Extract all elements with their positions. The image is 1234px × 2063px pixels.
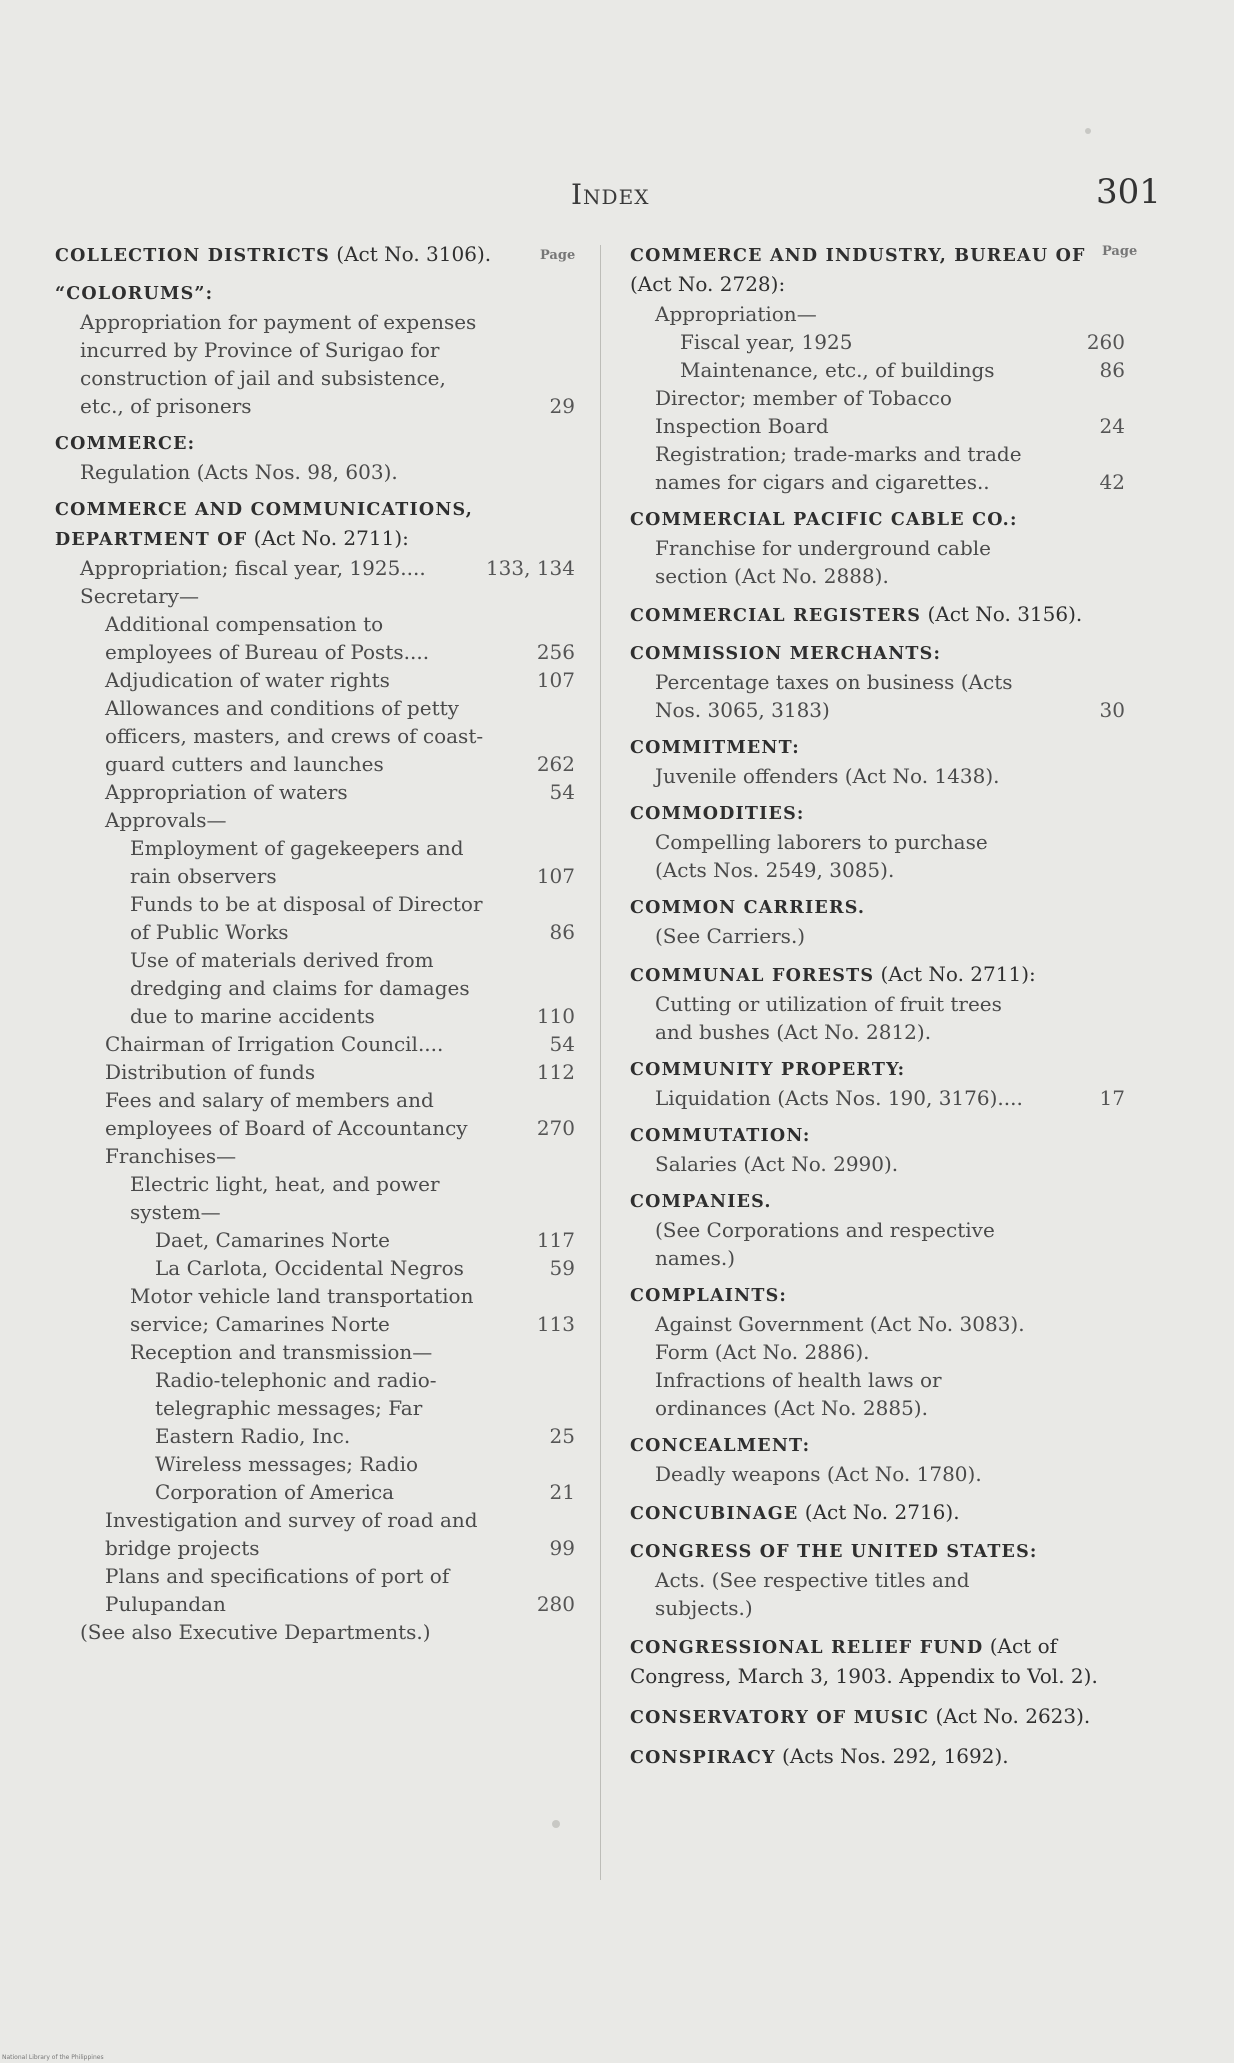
sub-entry (630, 356, 1125, 384)
entry-heading-text: COMMUNITY PROPERTY: (630, 1060, 906, 1080)
column-divider (600, 245, 601, 1880)
entry-heading-tail: (Act of Congress, March 3, 1903. Appendix to Vol. 2). (630, 1634, 1098, 1688)
page-reference: 29 (549, 394, 575, 418)
sub-entry (55, 666, 575, 694)
sub-entry (55, 1366, 575, 1450)
sub-entry (630, 1216, 1105, 1272)
sub-entry-text: Funds to be at disposal of Director of Public Works (130, 892, 483, 944)
index-entry (630, 894, 1105, 950)
entry-heading (630, 600, 1105, 630)
page-reference: 113 (536, 1312, 575, 1336)
page-number: 301 (1096, 172, 1161, 212)
entry-heading (630, 1538, 1105, 1566)
index-entry (630, 800, 1105, 884)
sub-entry (55, 1618, 565, 1646)
index-entry (630, 600, 1105, 630)
page-reference: 30 (1099, 698, 1125, 722)
speck (1085, 128, 1091, 134)
sub-entry-text: Plans and specifications of port of Pulupandan (105, 1564, 450, 1616)
sub-entry-text: Acts. (See respective titles and subjects.) (655, 1568, 970, 1620)
entry-heading (630, 734, 1105, 762)
index-entry (630, 734, 1105, 790)
index-entry (630, 1632, 1105, 1692)
sub-entry (630, 534, 1105, 590)
sub-entry-text: Regulation (Acts Nos. 98, 603). (80, 460, 398, 484)
sub-entry (630, 384, 1125, 440)
entry-heading-text: COMMERCIAL PACIFIC CABLE CO.: (630, 510, 1018, 530)
sub-entry-text: Maintenance, etc., of buildings (680, 358, 995, 382)
sub-entry-text: (See also Executive Departments.) (80, 1620, 431, 1644)
speck (552, 1820, 560, 1828)
entry-heading (630, 1188, 1105, 1216)
sub-entry-text: Secretary— (80, 584, 199, 608)
entry-heading-tail: (Act No. 3106). (329, 242, 492, 266)
sub-entry-text: Appropriation— (655, 302, 817, 326)
entry-heading-text: COMPANIES. (630, 1192, 772, 1212)
entry-heading-tail: (Act No. 2711): (247, 526, 409, 550)
sub-entry (630, 762, 1105, 790)
index-entry (630, 1122, 1105, 1178)
sub-entry (55, 1254, 575, 1282)
sub-entry-text: Chairman of Irrigation Council.... (105, 1032, 444, 1056)
entry-heading-text: CONCEALMENT: (630, 1436, 811, 1456)
page-reference: 42 (1099, 470, 1125, 494)
sub-entry (55, 1282, 575, 1338)
page-reference: 270 (536, 1116, 575, 1140)
index-entry (630, 1538, 1105, 1622)
sub-entry-text: Wireless messages; Radio Corporation of America (155, 1452, 419, 1504)
index-entry (630, 1742, 1105, 1772)
sub-entry (55, 308, 575, 420)
page-reference: 112 (536, 1060, 575, 1084)
entry-heading (630, 894, 1105, 922)
entry-heading-tail: (Act No. 2716). (798, 1500, 960, 1524)
entry-heading (55, 496, 565, 554)
entry-heading-text: CONCUBINAGE (630, 1504, 799, 1524)
sub-entry-text: Form (Act No. 2886). (655, 1340, 870, 1364)
index-entry (630, 1188, 1105, 1272)
sub-entry (55, 778, 575, 806)
entry-heading-tail: (Act No. 2711): (874, 962, 1036, 986)
entry-heading-tail: (Act No. 3156). (921, 602, 1083, 626)
sub-entry-text: Appropriation for payment of expenses incurred by Province of Surigao for construction of jail and subsistence, etc., of prisoners (80, 310, 477, 418)
page-reference: 86 (1099, 358, 1125, 382)
entry-heading-text: “COLORUMS”: (55, 284, 214, 304)
sub-entry (55, 1086, 575, 1142)
sub-entry-text: Franchises— (105, 1144, 237, 1168)
sub-entry (55, 1030, 575, 1058)
entry-heading (55, 280, 565, 308)
sub-entry (55, 1058, 575, 1086)
entry-heading-text: CONSERVATORY OF MUSIC (630, 1708, 930, 1728)
sub-entry-text: Salaries (Act No. 2990). (655, 1152, 899, 1176)
sub-entry-text: Director; member of Tobacco Inspection Board (655, 386, 952, 438)
index-entry (630, 1702, 1105, 1732)
entry-heading-text: COMMUNAL FORESTS (630, 966, 875, 986)
sub-entry-text: Appropriation of waters (105, 780, 348, 804)
sub-entry-text: Infractions of health laws or ordinances (Act No. 2885). (655, 1368, 942, 1420)
sub-entry-text: Juvenile offenders (Act No. 1438). (655, 764, 1000, 788)
sub-entry (55, 582, 565, 610)
page-reference: 24 (1099, 414, 1125, 438)
footer-credit: National Library of the Philippines (2, 2054, 104, 2061)
page-reference: 17 (1099, 1086, 1125, 1110)
entry-heading-text: COMMERCE: (55, 434, 196, 454)
sub-entry (55, 834, 575, 890)
sub-entry (630, 1084, 1125, 1112)
page-reference: 86 (549, 920, 575, 944)
sub-entry-text: Radio-telephonic and radio-telegraphic messages; Far Eastern Radio, Inc. (155, 1368, 437, 1448)
page-reference: 107 (536, 668, 575, 692)
page-reference: 54 (549, 1032, 575, 1056)
entry-heading (630, 1282, 1105, 1310)
sub-entry (630, 300, 1105, 328)
sub-entry (630, 828, 1105, 884)
entry-heading (630, 640, 1105, 668)
sub-entry (55, 458, 565, 486)
sub-entry-text: Motor vehicle land transportation service; Camarines Norte (130, 1284, 474, 1336)
page-reference: 133, 134 (485, 556, 575, 580)
page-reference: 54 (549, 780, 575, 804)
entry-heading (630, 1122, 1105, 1150)
sub-entry (55, 610, 575, 666)
entry-heading-text: COMMERCE AND COMMUNICATIONS, DEPARTMENT OF (55, 500, 474, 550)
sub-entry-text: Fiscal year, 1925 (680, 330, 853, 354)
sub-entry-text: Appropriation; fiscal year, 1925.... (80, 556, 426, 580)
sub-entry (630, 1150, 1105, 1178)
sub-entry (630, 922, 1105, 950)
entry-heading-text: CONGRESSIONAL RELIEF FUND (630, 1638, 984, 1658)
page-reference: 260 (1086, 330, 1125, 354)
sub-entry-text: Franchise for underground cable section (Act No. 2888). (655, 536, 991, 588)
sub-entry (55, 806, 565, 834)
sub-entry-text: Against Government (Act No. 3083). (655, 1312, 1025, 1336)
index-entry (630, 506, 1105, 590)
sub-entry-text: Investigation and survey of road and bridge projects (105, 1508, 478, 1560)
entry-heading-tail: (Act No. 2623). (929, 1704, 1091, 1728)
index-entry (55, 430, 565, 486)
sub-entry-text: Liquidation (Acts Nos. 190, 3176).... (655, 1086, 1023, 1110)
sub-entry-text: Approvals— (105, 808, 227, 832)
sub-entry-text: Percentage taxes on business (Acts Nos. 3065, 3183) (655, 670, 1013, 722)
entry-heading (630, 506, 1105, 534)
page-title: Index (571, 178, 650, 211)
sub-entry-text: Additional compensation to employees of Bureau of Posts.... (105, 612, 430, 664)
page-reference: 107 (536, 864, 575, 888)
sub-entry-text: Adjudication of water rights (105, 668, 390, 692)
sub-entry (630, 328, 1125, 356)
index-entry (55, 280, 575, 420)
sub-entry (630, 1460, 1105, 1488)
entry-heading-text: COMPLAINTS: (630, 1286, 788, 1306)
entry-heading-text: COMMON CARRIERS. (630, 898, 866, 918)
index-entry (630, 1056, 1125, 1112)
entry-heading-text: COMMERCIAL REGISTERS (630, 606, 922, 626)
right-page-label: Page (1102, 244, 1138, 259)
sub-entry-text: Compelling laborers to purchase (Acts Nos. 2549, 3085). (655, 830, 988, 882)
sub-entry (630, 1566, 1105, 1622)
sub-entry-text: Reception and transmission— (130, 1340, 433, 1364)
entry-heading (630, 1632, 1105, 1692)
sub-entry-text: Allowances and conditions of petty officers, masters, and crews of coast-guard cutters and launches (105, 696, 484, 776)
entry-heading-text: COMMISSION MERCHANTS: (630, 644, 942, 664)
sub-entry (55, 694, 575, 778)
entry-heading-text: CONGRESS OF THE UNITED STATES: (630, 1542, 1038, 1562)
entry-heading (630, 960, 1105, 990)
sub-entry (55, 1170, 565, 1226)
sub-entry-text: Use of materials derived from dredging and claims for damages due to marine accidents (130, 948, 470, 1028)
sub-entry (55, 890, 575, 946)
entry-heading-tail: (Acts Nos. 292, 1692). (775, 1744, 1009, 1768)
sub-entry (630, 990, 1105, 1046)
sub-entry (630, 1338, 1105, 1366)
sub-entry (630, 668, 1125, 724)
sub-entry (55, 946, 575, 1030)
sub-entry-text: Distribution of funds (105, 1060, 316, 1084)
sub-entry-text: (See Corporations and respective names.) (655, 1218, 995, 1270)
entry-heading (630, 1702, 1105, 1732)
entry-heading-text: CONSPIRACY (630, 1748, 776, 1768)
sub-entry (55, 554, 575, 582)
left-page-label: Page (540, 248, 576, 263)
index-entry (55, 496, 575, 1646)
page-reference: 280 (536, 1592, 575, 1616)
left-column (55, 240, 575, 1656)
index-entry (55, 240, 565, 270)
entry-heading-text: COLLECTION DISTRICTS (55, 246, 330, 266)
entry-heading-text: COMMITMENT: (630, 738, 800, 758)
index-entry (630, 960, 1105, 1046)
page-reference: 117 (536, 1228, 575, 1252)
entry-heading-tail: (Act No. 2728): (630, 272, 786, 296)
entry-heading (630, 1498, 1105, 1528)
sub-entry-text: Electric light, heat, and power system— (130, 1172, 440, 1224)
sub-entry (55, 1506, 575, 1562)
entry-heading (630, 800, 1105, 828)
entry-heading-text: COMMUTATION: (630, 1126, 811, 1146)
sub-entry-text: Cutting or utilization of fruit trees and bushes (Act No. 2812). (655, 992, 1002, 1044)
entry-heading (630, 1742, 1105, 1772)
entry-heading (55, 430, 565, 458)
entry-heading-text: COMMODITIES: (630, 804, 805, 824)
sub-entry (55, 1226, 575, 1254)
index-entry (630, 1432, 1105, 1488)
index-entry (630, 640, 1125, 724)
sub-entry (55, 1562, 575, 1618)
sub-entry-text: Deadly weapons (Act No. 1780). (655, 1462, 982, 1486)
sub-entry-text: Registration; trade-marks and trade names for cigars and cigarettes.. (655, 442, 1022, 494)
sub-entry-text: (See Carriers.) (655, 924, 806, 948)
entry-heading (630, 1432, 1105, 1460)
index-entry (630, 1498, 1105, 1528)
sub-entry-text: Employment of gagekeepers and rain observers (130, 836, 464, 888)
page-reference: 59 (549, 1256, 575, 1280)
sub-entry-text: Fees and salary of members and employees of Board of Accountancy (105, 1088, 468, 1140)
page-reference: 262 (536, 752, 575, 776)
sub-entry (630, 440, 1125, 496)
page-reference: 256 (536, 640, 575, 664)
sub-entry (630, 1366, 1105, 1422)
page-reference: 21 (549, 1480, 575, 1504)
page-reference: 25 (549, 1424, 575, 1448)
entry-heading (55, 240, 565, 270)
entry-heading (630, 1056, 1105, 1084)
entry-heading (630, 240, 1105, 300)
entry-heading-text: COMMERCE AND INDUSTRY, BUREAU OF (630, 246, 1086, 266)
sub-entry (630, 1310, 1105, 1338)
page-reference: 99 (549, 1536, 575, 1560)
sub-entry (55, 1450, 575, 1506)
sub-entry-text: La Carlota, Occidental Negros (155, 1256, 464, 1280)
sub-entry (55, 1142, 565, 1170)
sub-entry (55, 1338, 565, 1366)
page-reference: 110 (536, 1004, 575, 1028)
index-entry (630, 1282, 1105, 1422)
sub-entry-text: Daet, Camarines Norte (155, 1228, 390, 1252)
